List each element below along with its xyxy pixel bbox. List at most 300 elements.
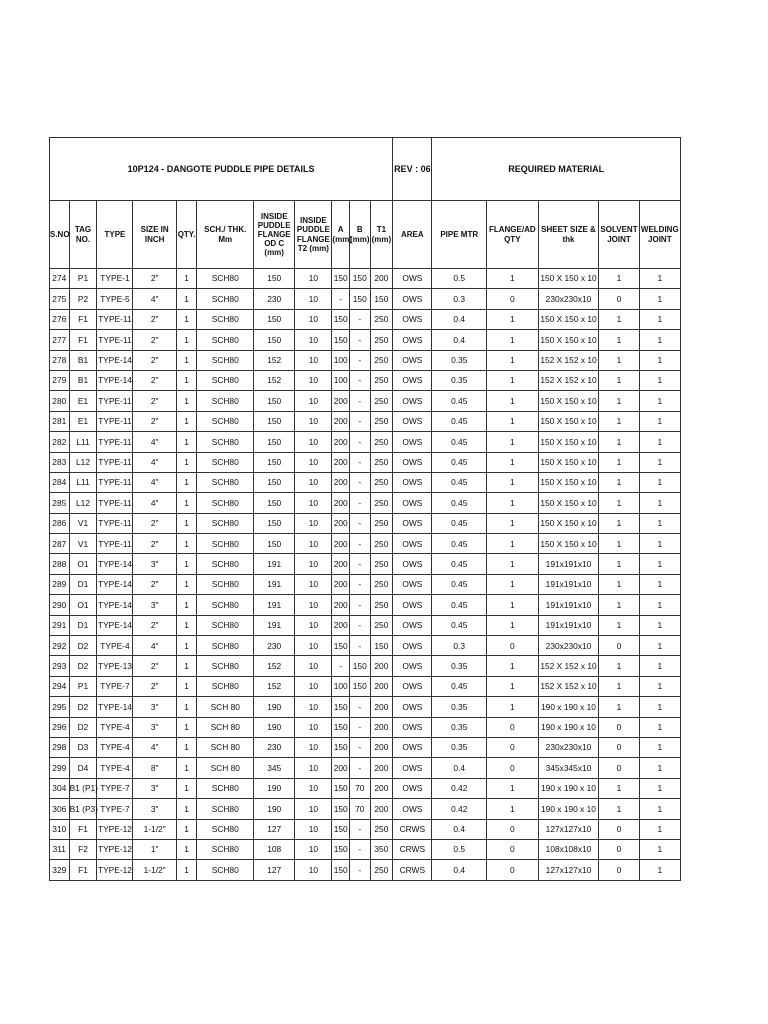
cell-flange-t2: 10 — [295, 636, 332, 656]
cell-b: 150 — [349, 269, 370, 289]
cell-area: OWS — [393, 574, 432, 594]
cell-sheet-size: 230x230x10 — [538, 636, 599, 656]
cell-type: TYPE-12 — [97, 839, 133, 859]
cell-size: 2" — [133, 391, 176, 411]
cell-qty: 1 — [176, 472, 197, 492]
cell-pipe-mtr: 0.35 — [432, 737, 487, 757]
cell-flange-t2: 10 — [295, 574, 332, 594]
cell-pipe-mtr: 0.45 — [432, 595, 487, 615]
cell-welding-joint: 1 — [639, 574, 680, 594]
cell-area: OWS — [393, 534, 432, 554]
cell-sch-thk: SCH80 — [197, 595, 254, 615]
col-header-tag: TAG NO. — [69, 201, 97, 269]
cell-t1: 250 — [370, 370, 393, 390]
cell-flange-od: 190 — [254, 697, 295, 717]
col-header-a: A (mm) — [332, 201, 350, 269]
cell-type: TYPE-4 — [97, 737, 133, 757]
col-header-flange-qty: FLANGE/AD QTY — [487, 201, 539, 269]
cell-t1: 350 — [370, 839, 393, 859]
cell-t1: 200 — [370, 799, 393, 819]
cell-sch-thk: SCH80 — [197, 452, 254, 472]
cell-sno: 304 — [50, 778, 70, 798]
cell-sch-thk: SCH80 — [197, 513, 254, 533]
cell-size: 2" — [133, 411, 176, 431]
cell-a: 200 — [332, 615, 350, 635]
cell-tag-no: V1 — [69, 513, 97, 533]
cell-a: 150 — [332, 309, 350, 329]
cell-pipe-mtr: 0.45 — [432, 554, 487, 574]
table-row — [50, 778, 681, 798]
cell-flange-t2: 10 — [295, 289, 332, 309]
cell-pipe-mtr: 0.4 — [432, 860, 487, 880]
cell-size: 4" — [133, 636, 176, 656]
cell-t1: 250 — [370, 860, 393, 880]
cell-flange-od: 191 — [254, 595, 295, 615]
cell-tag-no: O1 — [69, 595, 97, 615]
cell-solvent-joint: 1 — [599, 778, 639, 798]
cell-tag-no: B1 — [69, 370, 97, 390]
cell-flange-qty: 1 — [487, 309, 539, 329]
cell-type: TYPE-5 — [97, 289, 133, 309]
table-row — [50, 758, 681, 778]
cell-tag-no: L12 — [69, 452, 97, 472]
cell-flange-t2: 10 — [295, 330, 332, 350]
cell-flange-od: 191 — [254, 574, 295, 594]
cell-pipe-mtr: 0.35 — [432, 697, 487, 717]
cell-tag-no: F1 — [69, 330, 97, 350]
cell-type: TYPE-14 — [97, 554, 133, 574]
cell-tag-no: F1 — [69, 819, 97, 839]
cell-pipe-mtr: 0.45 — [432, 676, 487, 696]
cell-flange-t2: 10 — [295, 350, 332, 370]
cell-size: 4" — [133, 472, 176, 492]
cell-area: OWS — [393, 432, 432, 452]
cell-type: TYPE-11 — [97, 330, 133, 350]
cell-sno: 294 — [50, 676, 70, 696]
cell-qty: 1 — [176, 289, 197, 309]
cell-sheet-size: 150 X 150 x 10 — [538, 452, 599, 472]
cell-tag-no: L12 — [69, 493, 97, 513]
cell-welding-joint: 1 — [639, 391, 680, 411]
cell-b: - — [349, 758, 370, 778]
cell-area: OWS — [393, 330, 432, 350]
table-row — [50, 472, 681, 492]
table-row — [50, 697, 681, 717]
cell-welding-joint: 1 — [639, 799, 680, 819]
cell-solvent-joint: 0 — [599, 758, 639, 778]
cell-size: 4" — [133, 452, 176, 472]
cell-pipe-mtr: 0.35 — [432, 717, 487, 737]
cell-t1: 250 — [370, 391, 393, 411]
cell-welding-joint: 1 — [639, 676, 680, 696]
cell-flange-od: 150 — [254, 472, 295, 492]
cell-area: CRWS — [393, 839, 432, 859]
cell-welding-joint: 1 — [639, 839, 680, 859]
cell-welding-joint: 1 — [639, 860, 680, 880]
cell-pipe-mtr: 0.45 — [432, 513, 487, 533]
cell-sch-thk: SCH80 — [197, 370, 254, 390]
cell-tag-no: O1 — [69, 554, 97, 574]
cell-sno: 280 — [50, 391, 70, 411]
cell-solvent-joint: 1 — [599, 513, 639, 533]
cell-size: 2" — [133, 350, 176, 370]
cell-sch-thk: SCH80 — [197, 554, 254, 574]
cell-flange-od: 191 — [254, 615, 295, 635]
table-row — [50, 411, 681, 431]
cell-sno: 283 — [50, 452, 70, 472]
cell-flange-qty: 1 — [487, 411, 539, 431]
table-row — [50, 330, 681, 350]
table-row — [50, 615, 681, 635]
cell-type: TYPE-14 — [97, 370, 133, 390]
cell-sno: 288 — [50, 554, 70, 574]
cell-solvent-joint: 1 — [599, 350, 639, 370]
cell-sno: 286 — [50, 513, 70, 533]
cell-sch-thk: SCH80 — [197, 860, 254, 880]
table-row — [50, 676, 681, 696]
cell-type: TYPE-11 — [97, 452, 133, 472]
cell-pipe-mtr: 0.45 — [432, 432, 487, 452]
cell-sno: 291 — [50, 615, 70, 635]
col-header-b: B (mm) — [349, 201, 370, 269]
cell-pipe-mtr: 0.4 — [432, 819, 487, 839]
cell-area: OWS — [393, 411, 432, 431]
cell-flange-od: 190 — [254, 778, 295, 798]
cell-flange-od: 150 — [254, 330, 295, 350]
cell-flange-od: 191 — [254, 554, 295, 574]
cell-flange-qty: 1 — [487, 697, 539, 717]
cell-sno: 285 — [50, 493, 70, 513]
cell-b: 150 — [349, 656, 370, 676]
cell-pipe-mtr: 0.45 — [432, 452, 487, 472]
cell-sno: 275 — [50, 289, 70, 309]
cell-b: 150 — [349, 676, 370, 696]
cell-b: - — [349, 493, 370, 513]
cell-t1: 250 — [370, 554, 393, 574]
cell-pipe-mtr: 0.3 — [432, 636, 487, 656]
cell-welding-joint: 1 — [639, 493, 680, 513]
cell-b: - — [349, 697, 370, 717]
cell-qty: 1 — [176, 595, 197, 615]
cell-flange-qty: 0 — [487, 839, 539, 859]
cell-t1: 250 — [370, 330, 393, 350]
cell-sch-thk: SCH80 — [197, 778, 254, 798]
cell-tag-no: D4 — [69, 758, 97, 778]
cell-type: TYPE-12 — [97, 819, 133, 839]
cell-b: - — [349, 839, 370, 859]
cell-sheet-size: 191x191x10 — [538, 554, 599, 574]
cell-sheet-size: 150 X 150 x 10 — [538, 472, 599, 492]
cell-pipe-mtr: 0.45 — [432, 472, 487, 492]
cell-sheet-size: 127x127x10 — [538, 860, 599, 880]
col-header-sheet-size: SHEET SIZE & thk — [538, 201, 599, 269]
cell-size: 2" — [133, 676, 176, 696]
cell-solvent-joint: 1 — [599, 697, 639, 717]
cell-sheet-size: 152 X 152 x 10 — [538, 676, 599, 696]
table-body — [50, 269, 681, 881]
cell-size: 2" — [133, 615, 176, 635]
cell-a: - — [332, 289, 350, 309]
cell-flange-t2: 10 — [295, 717, 332, 737]
cell-flange-od: 150 — [254, 411, 295, 431]
cell-area: OWS — [393, 309, 432, 329]
cell-pipe-mtr: 0.35 — [432, 350, 487, 370]
cell-t1: 200 — [370, 697, 393, 717]
cell-flange-t2: 10 — [295, 697, 332, 717]
cell-welding-joint: 1 — [639, 778, 680, 798]
cell-flange-t2: 10 — [295, 391, 332, 411]
cell-welding-joint: 1 — [639, 595, 680, 615]
cell-area: OWS — [393, 452, 432, 472]
cell-t1: 250 — [370, 574, 393, 594]
cell-type: TYPE-11 — [97, 391, 133, 411]
cell-welding-joint: 1 — [639, 615, 680, 635]
cell-sheet-size: 345x345x10 — [538, 758, 599, 778]
table-row — [50, 799, 681, 819]
col-header-type: TYPE — [97, 201, 133, 269]
cell-size: 2" — [133, 656, 176, 676]
cell-solvent-joint: 1 — [599, 452, 639, 472]
cell-t1: 250 — [370, 595, 393, 615]
title-row — [50, 138, 681, 201]
cell-welding-joint: 1 — [639, 636, 680, 656]
cell-flange-od: 150 — [254, 493, 295, 513]
cell-pipe-mtr: 0.35 — [432, 370, 487, 390]
cell-solvent-joint: 0 — [599, 819, 639, 839]
cell-solvent-joint: 0 — [599, 717, 639, 737]
cell-a: 200 — [332, 472, 350, 492]
cell-flange-t2: 10 — [295, 554, 332, 574]
cell-sheet-size: 150 X 150 x 10 — [538, 411, 599, 431]
cell-solvent-joint: 0 — [599, 860, 639, 880]
cell-sheet-size: 150 X 150 x 10 — [538, 432, 599, 452]
cell-flange-t2: 10 — [295, 595, 332, 615]
cell-sch-thk: SCH80 — [197, 411, 254, 431]
cell-t1: 250 — [370, 534, 393, 554]
cell-b: - — [349, 819, 370, 839]
cell-qty: 1 — [176, 330, 197, 350]
cell-tag-no: D2 — [69, 636, 97, 656]
cell-sch-thk: SCH80 — [197, 799, 254, 819]
cell-sheet-size: 190 x 190 x 10 — [538, 778, 599, 798]
cell-sno: 306 — [50, 799, 70, 819]
cell-b: - — [349, 330, 370, 350]
cell-flange-od: 152 — [254, 370, 295, 390]
cell-t1: 200 — [370, 717, 393, 737]
cell-a: 150 — [332, 778, 350, 798]
cell-b: - — [349, 391, 370, 411]
cell-area: CRWS — [393, 819, 432, 839]
cell-t1: 150 — [370, 636, 393, 656]
cell-t1: 150 — [370, 289, 393, 309]
col-header-t1: T1 (mm) — [370, 201, 393, 269]
cell-welding-joint: 1 — [639, 370, 680, 390]
cell-solvent-joint: 0 — [599, 636, 639, 656]
table-row — [50, 819, 681, 839]
cell-a: 200 — [332, 493, 350, 513]
cell-type: TYPE-11 — [97, 411, 133, 431]
cell-area: OWS — [393, 758, 432, 778]
cell-b: - — [349, 574, 370, 594]
cell-a: 150 — [332, 330, 350, 350]
cell-flange-t2: 10 — [295, 656, 332, 676]
cell-area: OWS — [393, 717, 432, 737]
cell-t1: 250 — [370, 452, 393, 472]
cell-flange-t2: 10 — [295, 799, 332, 819]
cell-b: - — [349, 636, 370, 656]
cell-size: 2" — [133, 534, 176, 554]
table-row — [50, 370, 681, 390]
cell-qty: 1 — [176, 697, 197, 717]
table-row — [50, 717, 681, 737]
cell-b: 150 — [349, 289, 370, 309]
cell-flange-qty: 1 — [487, 595, 539, 615]
cell-type: TYPE-7 — [97, 799, 133, 819]
cell-welding-joint: 1 — [639, 472, 680, 492]
cell-sno: 310 — [50, 819, 70, 839]
col-header-flange-od: INSIDE PUDDLE FLANGE OD C (mm) — [254, 201, 295, 269]
cell-pipe-mtr: 0.5 — [432, 839, 487, 859]
cell-a: 200 — [332, 534, 350, 554]
cell-sno: 296 — [50, 717, 70, 737]
cell-solvent-joint: 1 — [599, 676, 639, 696]
cell-t1: 250 — [370, 432, 393, 452]
cell-sno: 282 — [50, 432, 70, 452]
cell-welding-joint: 1 — [639, 717, 680, 737]
cell-flange-t2: 10 — [295, 309, 332, 329]
cell-welding-joint: 1 — [639, 432, 680, 452]
cell-size: 3" — [133, 554, 176, 574]
cell-qty: 1 — [176, 493, 197, 513]
cell-sheet-size: 150 X 150 x 10 — [538, 534, 599, 554]
cell-a: 200 — [332, 452, 350, 472]
cell-flange-od: 150 — [254, 269, 295, 289]
cell-flange-qty: 1 — [487, 799, 539, 819]
cell-area: OWS — [393, 737, 432, 757]
cell-tag-no: B1 (P1) — [69, 778, 97, 798]
cell-b: - — [349, 860, 370, 880]
cell-flange-t2: 10 — [295, 860, 332, 880]
cell-flange-t2: 10 — [295, 452, 332, 472]
cell-flange-od: 108 — [254, 839, 295, 859]
cell-qty: 1 — [176, 839, 197, 859]
cell-area: OWS — [393, 391, 432, 411]
cell-solvent-joint: 1 — [599, 411, 639, 431]
table-row — [50, 636, 681, 656]
cell-qty: 1 — [176, 799, 197, 819]
cell-tag-no: F2 — [69, 839, 97, 859]
cell-size: 2" — [133, 574, 176, 594]
cell-tag-no: P1 — [69, 676, 97, 696]
cell-sno: 298 — [50, 737, 70, 757]
cell-size: 3" — [133, 717, 176, 737]
cell-sch-thk: SCH80 — [197, 534, 254, 554]
cell-size: 2" — [133, 309, 176, 329]
cell-flange-qty: 1 — [487, 656, 539, 676]
cell-b: - — [349, 411, 370, 431]
table-row — [50, 452, 681, 472]
cell-sno: 284 — [50, 472, 70, 492]
cell-flange-od: 345 — [254, 758, 295, 778]
cell-flange-t2: 10 — [295, 737, 332, 757]
cell-solvent-joint: 0 — [599, 289, 639, 309]
cell-tag-no: V1 — [69, 534, 97, 554]
cell-sch-thk: SCH80 — [197, 472, 254, 492]
cell-area: OWS — [393, 493, 432, 513]
cell-solvent-joint: 1 — [599, 493, 639, 513]
table-row — [50, 493, 681, 513]
col-header-solvent-joint: SOLVENT JOINT — [599, 201, 639, 269]
cell-a: 150 — [332, 860, 350, 880]
cell-sheet-size: 150 X 150 x 10 — [538, 493, 599, 513]
cell-t1: 250 — [370, 309, 393, 329]
cell-solvent-joint: 1 — [599, 370, 639, 390]
cell-a: 200 — [332, 595, 350, 615]
cell-solvent-joint: 1 — [599, 574, 639, 594]
cell-type: TYPE-13 — [97, 656, 133, 676]
cell-pipe-mtr: 0.45 — [432, 534, 487, 554]
cell-a: 150 — [332, 697, 350, 717]
col-header-pipe-mtr: PIPE MTR — [432, 201, 487, 269]
cell-size: 4" — [133, 493, 176, 513]
cell-t1: 250 — [370, 493, 393, 513]
cell-type: TYPE-14 — [97, 697, 133, 717]
cell-type: TYPE-4 — [97, 636, 133, 656]
table-row — [50, 309, 681, 329]
cell-flange-qty: 0 — [487, 758, 539, 778]
cell-size: 4" — [133, 289, 176, 309]
cell-flange-t2: 10 — [295, 778, 332, 798]
cell-tag-no: D2 — [69, 717, 97, 737]
cell-qty: 1 — [176, 717, 197, 737]
cell-t1: 200 — [370, 656, 393, 676]
table-row — [50, 554, 681, 574]
cell-welding-joint: 1 — [639, 411, 680, 431]
cell-flange-od: 152 — [254, 656, 295, 676]
cell-type: TYPE-12 — [97, 860, 133, 880]
cell-flange-od: 230 — [254, 289, 295, 309]
cell-flange-od: 152 — [254, 676, 295, 696]
cell-size: 2" — [133, 513, 176, 533]
cell-pipe-mtr: 0.35 — [432, 656, 487, 676]
cell-welding-joint: 1 — [639, 452, 680, 472]
cell-flange-od: 150 — [254, 534, 295, 554]
cell-flange-qty: 0 — [487, 819, 539, 839]
cell-b: - — [349, 595, 370, 615]
cell-flange-qty: 0 — [487, 636, 539, 656]
cell-flange-qty: 1 — [487, 554, 539, 574]
cell-sno: 276 — [50, 309, 70, 329]
cell-type: TYPE-4 — [97, 758, 133, 778]
cell-sch-thk: SCH80 — [197, 656, 254, 676]
cell-flange-qty: 1 — [487, 269, 539, 289]
cell-qty: 1 — [176, 819, 197, 839]
cell-t1: 200 — [370, 676, 393, 696]
cell-a: 200 — [332, 432, 350, 452]
cell-area: OWS — [393, 513, 432, 533]
cell-type: TYPE-14 — [97, 350, 133, 370]
cell-size: 3" — [133, 595, 176, 615]
cell-size: 8" — [133, 758, 176, 778]
cell-area: OWS — [393, 615, 432, 635]
table-row — [50, 289, 681, 309]
cell-area: OWS — [393, 554, 432, 574]
cell-tag-no: L11 — [69, 432, 97, 452]
cell-welding-joint: 1 — [639, 269, 680, 289]
cell-flange-od: 127 — [254, 819, 295, 839]
cell-type: TYPE-11 — [97, 493, 133, 513]
cell-sheet-size: 191x191x10 — [538, 595, 599, 615]
